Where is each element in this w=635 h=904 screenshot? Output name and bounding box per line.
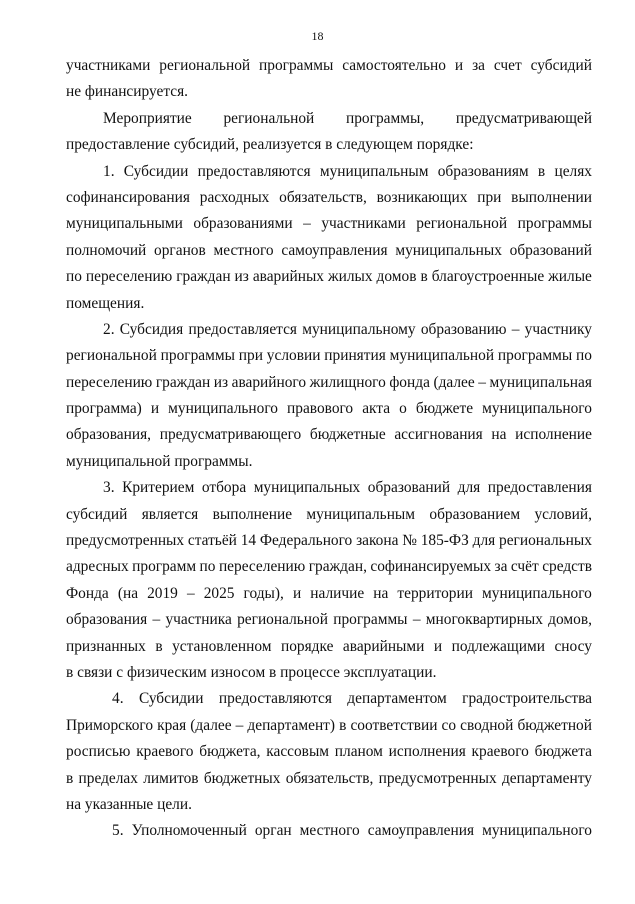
word: в (155, 637, 163, 655)
word: и (454, 57, 464, 74)
word: департаменту (501, 769, 592, 787)
word: о (399, 400, 407, 418)
word: условии (266, 347, 321, 365)
text-line (66, 686, 592, 712)
word: обязательств, (285, 769, 374, 787)
word: домов, (548, 611, 592, 629)
text-line (66, 132, 592, 158)
word: бюджета (534, 743, 592, 761)
word: градостроительства (462, 690, 592, 708)
word: краевого (471, 743, 529, 761)
text-line (66, 634, 592, 660)
word: по (576, 347, 592, 365)
word: самоуправления (367, 822, 475, 840)
word: и (292, 584, 302, 602)
word: местного (213, 241, 274, 259)
word: образования (66, 611, 148, 629)
word: выполнении (511, 188, 592, 206)
word: целях (554, 162, 592, 180)
word: возникающих (376, 188, 468, 206)
word: со (441, 716, 457, 734)
word: муниципальных (395, 241, 502, 259)
text-line (66, 185, 592, 211)
word: аварийных (252, 268, 324, 286)
paragraph (66, 317, 592, 475)
word: участниками (321, 215, 406, 233)
word: 2025 (203, 584, 235, 602)
word: программы (259, 57, 334, 74)
word: образованиям (437, 162, 529, 180)
word: счёт (510, 558, 539, 576)
word: за (472, 57, 485, 74)
paragraph (66, 818, 592, 844)
word: предусмотренных (378, 769, 497, 787)
word: 4. (112, 690, 124, 708)
word: муниципального (482, 400, 592, 418)
word: на (491, 426, 507, 444)
word: правового (287, 400, 354, 418)
word: аварийными (342, 637, 425, 655)
word: программы (517, 215, 592, 233)
text-line (66, 502, 592, 528)
word: при (238, 347, 263, 365)
word: 5. (112, 822, 124, 840)
word: органов (154, 241, 206, 259)
word: в (269, 663, 281, 681)
word: финансируется. (84, 83, 188, 101)
word: указанные (84, 795, 158, 813)
word: из (213, 373, 229, 391)
word: в (420, 268, 428, 286)
word: муниципальной (66, 452, 175, 470)
word: муниципальных (253, 479, 361, 497)
word: 2. (103, 320, 115, 338)
text-line (66, 449, 592, 475)
word: – (478, 373, 486, 391)
word: предоставляется (188, 320, 297, 338)
word: цели. (157, 795, 192, 813)
word: исполнение (515, 426, 592, 444)
word: фонда (389, 373, 430, 391)
word: региональной (237, 611, 328, 629)
word: программы, (346, 109, 425, 127)
word: софинансирования (66, 188, 190, 206)
word: Субсидии (138, 690, 204, 708)
text-line (66, 713, 592, 739)
word: образования, (66, 426, 152, 444)
word: адресных (66, 558, 129, 576)
word: Мероприятие (103, 109, 192, 127)
word: Критерием (122, 479, 195, 497)
word: сносу (554, 637, 592, 655)
word: граждан (176, 268, 231, 286)
word: порядке (280, 637, 334, 655)
word: бюджете (415, 400, 474, 418)
word: порядке: (416, 136, 474, 154)
word: предусматривающей (455, 109, 592, 127)
text-line (66, 370, 592, 396)
paragraph (66, 106, 592, 159)
word: в (325, 136, 337, 154)
word: переселению (85, 268, 173, 286)
word: условий, (534, 505, 592, 523)
word: выполнение (212, 505, 293, 523)
word: граждан, (308, 558, 367, 576)
text-line (66, 554, 592, 580)
word: помещения. (66, 294, 145, 312)
word: 2019 (147, 584, 178, 602)
word: самостоятельно (342, 57, 446, 74)
word: бюджетные (309, 426, 386, 444)
text-line (66, 818, 592, 844)
word: – (152, 611, 161, 629)
text-line (66, 79, 592, 105)
word: бюджетных (203, 769, 281, 787)
word: средств (542, 558, 592, 576)
paragraph (66, 53, 592, 106)
word: пределах (78, 769, 138, 787)
word: принятия (324, 347, 386, 365)
word: жилые (548, 268, 592, 286)
word: участника (165, 611, 232, 629)
word: не (66, 83, 85, 101)
word: в (66, 769, 74, 787)
word: программ (132, 558, 197, 576)
word: статьёй (187, 532, 237, 550)
word: муниципального (482, 584, 592, 602)
word: муниципальным (306, 505, 416, 523)
word: при (477, 188, 502, 206)
word: субсидий (530, 57, 592, 74)
word: установленном (172, 637, 272, 655)
text-line (66, 343, 592, 369)
word: муниципальная (489, 373, 592, 391)
document-body (66, 53, 592, 845)
word: Субсидия (119, 320, 184, 338)
word: жилищного (309, 373, 386, 391)
word: многоквартирных (425, 611, 543, 629)
word: для (472, 532, 496, 550)
word: связи (77, 663, 117, 681)
word: переселению (218, 558, 306, 576)
word: самоуправления (281, 241, 388, 259)
word: признанных (66, 637, 146, 655)
text-line (66, 581, 592, 607)
word: 1. (103, 162, 115, 180)
word: в (537, 162, 546, 180)
word: подлежащими (451, 637, 545, 655)
word: (далее (433, 373, 475, 391)
text-line (66, 528, 592, 554)
word: сводной (460, 716, 514, 734)
word: лимитов (143, 769, 199, 787)
word: субсидий (66, 505, 128, 523)
word: благоустроенные (431, 268, 545, 286)
word: муниципального (482, 822, 592, 840)
word: соответствии (350, 716, 438, 734)
word: образований (367, 479, 451, 497)
word: (на (117, 584, 139, 602)
word: следующем (336, 136, 417, 154)
word: по (199, 558, 216, 576)
word: 14 (240, 532, 257, 550)
word: Субсидии (123, 162, 189, 180)
word: образованию (420, 320, 507, 338)
word: отбора (201, 479, 247, 497)
word: – (303, 215, 311, 233)
word: программы. (174, 452, 253, 470)
word: аварийного (231, 373, 307, 391)
word: в (339, 716, 347, 734)
word: кассовым (266, 743, 330, 761)
word: наличие (310, 584, 365, 602)
text-line (66, 53, 592, 79)
word: региональной (159, 57, 251, 74)
word: предоставления (487, 479, 592, 497)
word: расходных (199, 188, 270, 206)
word: местного (299, 822, 360, 840)
paragraph (66, 159, 592, 317)
word: и (150, 400, 160, 418)
word: образованием (429, 505, 521, 523)
word: счет (493, 57, 522, 74)
word: на (373, 584, 389, 602)
word: предусмотренных (66, 532, 185, 550)
text-line (66, 396, 592, 422)
word: Уполномоченный (131, 822, 247, 840)
text-line (66, 422, 592, 448)
word: является (141, 505, 199, 523)
word: муниципальной (389, 347, 495, 365)
word: программы (497, 347, 573, 365)
word: исполнения (388, 743, 466, 761)
paragraph (66, 686, 592, 818)
word: края (157, 716, 187, 734)
word: переселению (66, 373, 153, 391)
word: – (235, 716, 244, 734)
paragraph (66, 475, 592, 686)
word: предоставление (66, 136, 174, 154)
word: граждан (155, 373, 211, 391)
word: бюджета, (199, 743, 261, 761)
word: с (116, 663, 127, 681)
word: акта (362, 400, 391, 418)
word: в (66, 663, 78, 681)
word: годы), (243, 584, 284, 602)
word: на (66, 795, 85, 813)
word: физическим (126, 663, 211, 681)
text-line (66, 159, 592, 185)
word: участниками (66, 57, 151, 74)
word: ассигнования (394, 426, 483, 444)
word: муниципальному (302, 320, 416, 338)
word: предусматривающего (159, 426, 302, 444)
word: краевого (136, 743, 194, 761)
word: региональной (66, 347, 157, 365)
word: эксплуатации. (343, 663, 437, 681)
word: софинансируемых (370, 558, 492, 576)
text-line (66, 211, 592, 237)
page-number: 18 (311, 29, 324, 43)
word: за (494, 558, 508, 576)
word: программы (160, 347, 235, 365)
word: № (402, 532, 417, 550)
word: орган (254, 822, 292, 840)
word: полномочий (66, 241, 147, 259)
word: обязательств, (279, 188, 367, 206)
text-line (66, 291, 592, 317)
text-line (66, 475, 592, 501)
word: планом (334, 743, 383, 761)
text-line (66, 739, 592, 765)
word: – (511, 320, 520, 338)
word: муниципального (168, 400, 278, 418)
word: программы (333, 611, 408, 629)
word: участнику (524, 320, 592, 338)
text-line (66, 792, 592, 818)
word: бюджетной (517, 716, 592, 734)
text-line (66, 317, 592, 343)
word: реализуется (242, 136, 326, 154)
word: закона (356, 532, 399, 550)
word: образований (509, 241, 592, 259)
word: Федерального (259, 532, 353, 550)
word: и (433, 637, 443, 655)
word: росписью (66, 743, 131, 761)
word: по (66, 268, 82, 286)
word: предоставляются (197, 162, 311, 180)
word: 3. (103, 479, 115, 497)
text-line (66, 766, 592, 792)
word: образованиями (193, 215, 293, 233)
text-line (66, 238, 592, 264)
word: программа) (66, 400, 142, 418)
word: 185-ФЗ (420, 532, 469, 550)
word: износом (210, 663, 270, 681)
word: субсидий, (173, 136, 243, 154)
word: домов (376, 268, 417, 286)
word: жилых (327, 268, 373, 286)
word: муниципальными (66, 215, 183, 233)
text-line (66, 106, 592, 132)
word: департаментом (347, 690, 447, 708)
text-line (66, 264, 592, 290)
word: региональной (416, 215, 508, 233)
word: – (412, 611, 421, 629)
text-line (66, 607, 592, 633)
word: Фонда (66, 584, 109, 602)
word: для (457, 479, 481, 497)
text-line (66, 660, 592, 686)
word: процессе (280, 663, 344, 681)
word: территории (397, 584, 473, 602)
word: (далее (190, 716, 232, 734)
word: региональных (499, 532, 592, 550)
word: – (186, 584, 195, 602)
word: Приморского (66, 716, 154, 734)
word: департамент) (247, 716, 336, 734)
word: муниципальным (319, 162, 429, 180)
word: предоставляются (218, 690, 332, 708)
word: из (234, 268, 249, 286)
word: региональной (223, 109, 315, 127)
